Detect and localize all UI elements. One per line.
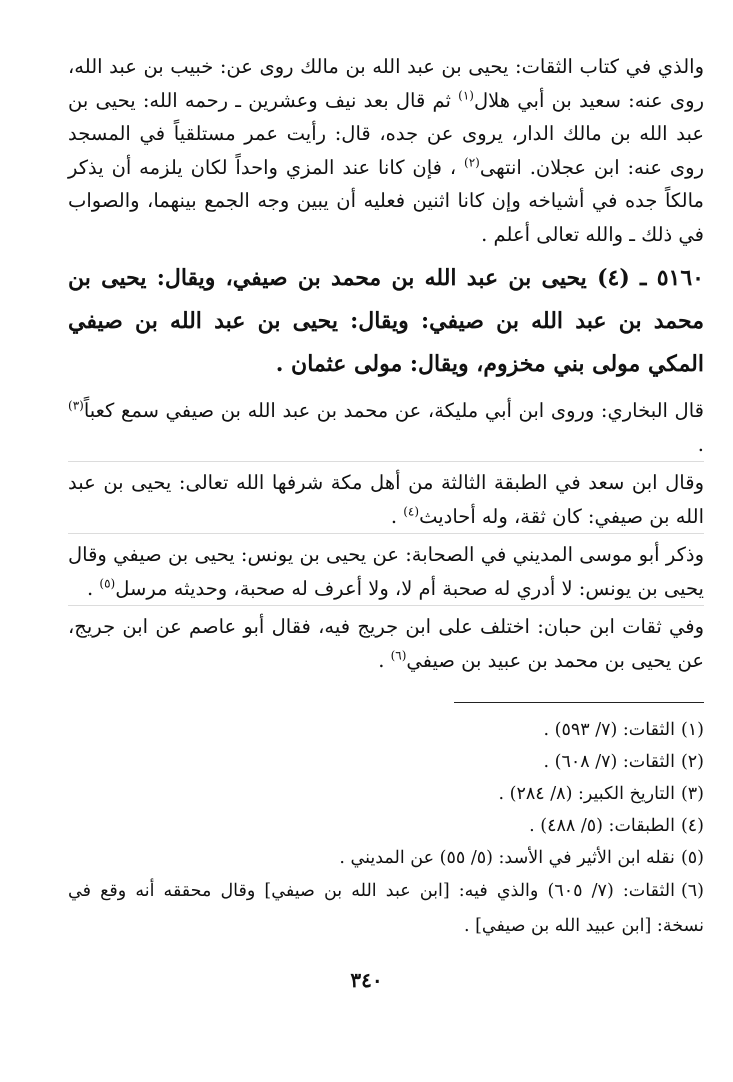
section-text: وقال ابن سعد في الطبقة الثالثة من أهل مكة شرفها الله تعالى: يحيى بن عبد الله بن صيفي: كان ثقة، وله أحاديث bbox=[68, 471, 704, 528]
intro-text-3: ، فإن كانا عند المزي واحداً لكان يلزمه أن يذكر مالكاً جده في أشياخه وإن كانا اثنين فعليه أن يبين وجه الجمع بينهما، والصواب في ذلك ـ والله تعالى أعلم . bbox=[68, 155, 704, 246]
entry-heading: ٥١٦٠ ـ (٤) يحيى بن عبد الله بن محمد بن صيفي، ويقال: يحيى بن محمد بن عبد الله بن صيفي: ويقال: يحيى بن عبد الله بن صيفي المكي مولى بني مخزوم، ويقال: مولى عثمان . bbox=[68, 265, 704, 377]
intro-paragraph bbox=[68, 50, 704, 251]
footnote-text: الثقات: (٧/ ٦٠٥) والذي فيه: [ابن عبد الله بن صيفي] وقال محققه أنه وقع في نسخة: [ابن عبيد الله بن صيفي] . bbox=[68, 881, 704, 936]
footnote-number: (١) bbox=[680, 720, 704, 740]
footnote-4 bbox=[68, 810, 704, 842]
footnote-number: (٦) bbox=[680, 881, 704, 901]
footnotes bbox=[68, 714, 704, 944]
section-ibn-saad bbox=[68, 461, 704, 533]
intro-text: والذي في كتاب الثقات: يحيى بن عبد الله بن مالك روى عن: خبيب بن عبد الله، روى عنه: سعيد بن أبي هلال bbox=[68, 55, 704, 112]
footnote-text: التاريخ الكبير: (٨/ ٢٨٤) . bbox=[498, 784, 675, 804]
footnote-text: الطبقات: (٥/ ٤٨٨) . bbox=[529, 816, 675, 836]
footnote-number: (٣) bbox=[680, 784, 704, 804]
footnote-ref-5[interactable]: (٥) bbox=[99, 576, 116, 590]
footnote-ref-4[interactable]: (٤) bbox=[403, 504, 420, 518]
section-tail: . bbox=[378, 648, 391, 672]
section-text: وفي ثقات ابن حبان: اختلف على ابن جريج فيه، فقال أبو عاصم عن ابن جريج، عن يحيى بن محمد بن عبيد بن صيفي bbox=[68, 615, 704, 672]
footnote-text: نقله ابن الأثير في الأسد: (٥/ ٥٥) عن المديني . bbox=[339, 848, 675, 868]
footnote-5 bbox=[68, 842, 704, 874]
footnote-number: (٢) bbox=[680, 752, 704, 772]
footnote-ref-1[interactable]: (١) bbox=[458, 88, 474, 102]
section-bukhari bbox=[68, 390, 704, 461]
footnote-3 bbox=[68, 778, 704, 810]
section-tail: . bbox=[86, 576, 100, 600]
section-text: قال البخاري: وروى ابن أبي مليكة، عن محمد بن عبد الله بن صيفي سمع كعباً bbox=[83, 399, 704, 422]
footnote-1 bbox=[68, 714, 704, 746]
section-tail: . bbox=[697, 432, 704, 456]
footnote-text: الثقات: (٧/ ٥٩٣) . bbox=[543, 720, 675, 740]
footnote-text: الثقات: (٧/ ٦٠٨) . bbox=[543, 752, 675, 772]
page-number: ٣٤٠ bbox=[350, 968, 383, 992]
intro-text-2: ثم قال بعد نيف وعشرين ـ رحمه الله: يحيى بن عبد الله بن مالك الدار، يروى عن جده، قال: رأيت عمر مستلقياً في المسجد روى عنه: ابن عجلان. انتهى bbox=[68, 88, 704, 179]
footnote-2 bbox=[68, 746, 704, 778]
footnote-divider bbox=[454, 702, 704, 703]
document-page bbox=[68, 50, 704, 1050]
footnote-6 bbox=[68, 874, 704, 944]
section-ibn-hibban bbox=[68, 605, 704, 677]
section-tail: . bbox=[390, 504, 404, 528]
footnote-ref-6[interactable]: (٦) bbox=[390, 648, 407, 662]
footnote-ref-3[interactable]: (٣) bbox=[68, 398, 84, 413]
section-text: وذكر أبو موسى المديني في الصحابة: عن يحيى بن يونس: يحيى بن صيفي وقال يحيى بن يونس: لا أدري له صحبة أم لا، ولا أعرف له صحبة، وحديثه مرسل bbox=[68, 543, 704, 600]
section-abu-musa bbox=[68, 533, 704, 605]
footnote-ref-2[interactable]: (٢) bbox=[464, 155, 480, 169]
footnote-number: (٥) bbox=[680, 848, 704, 868]
footnote-number: (٤) bbox=[680, 816, 704, 836]
